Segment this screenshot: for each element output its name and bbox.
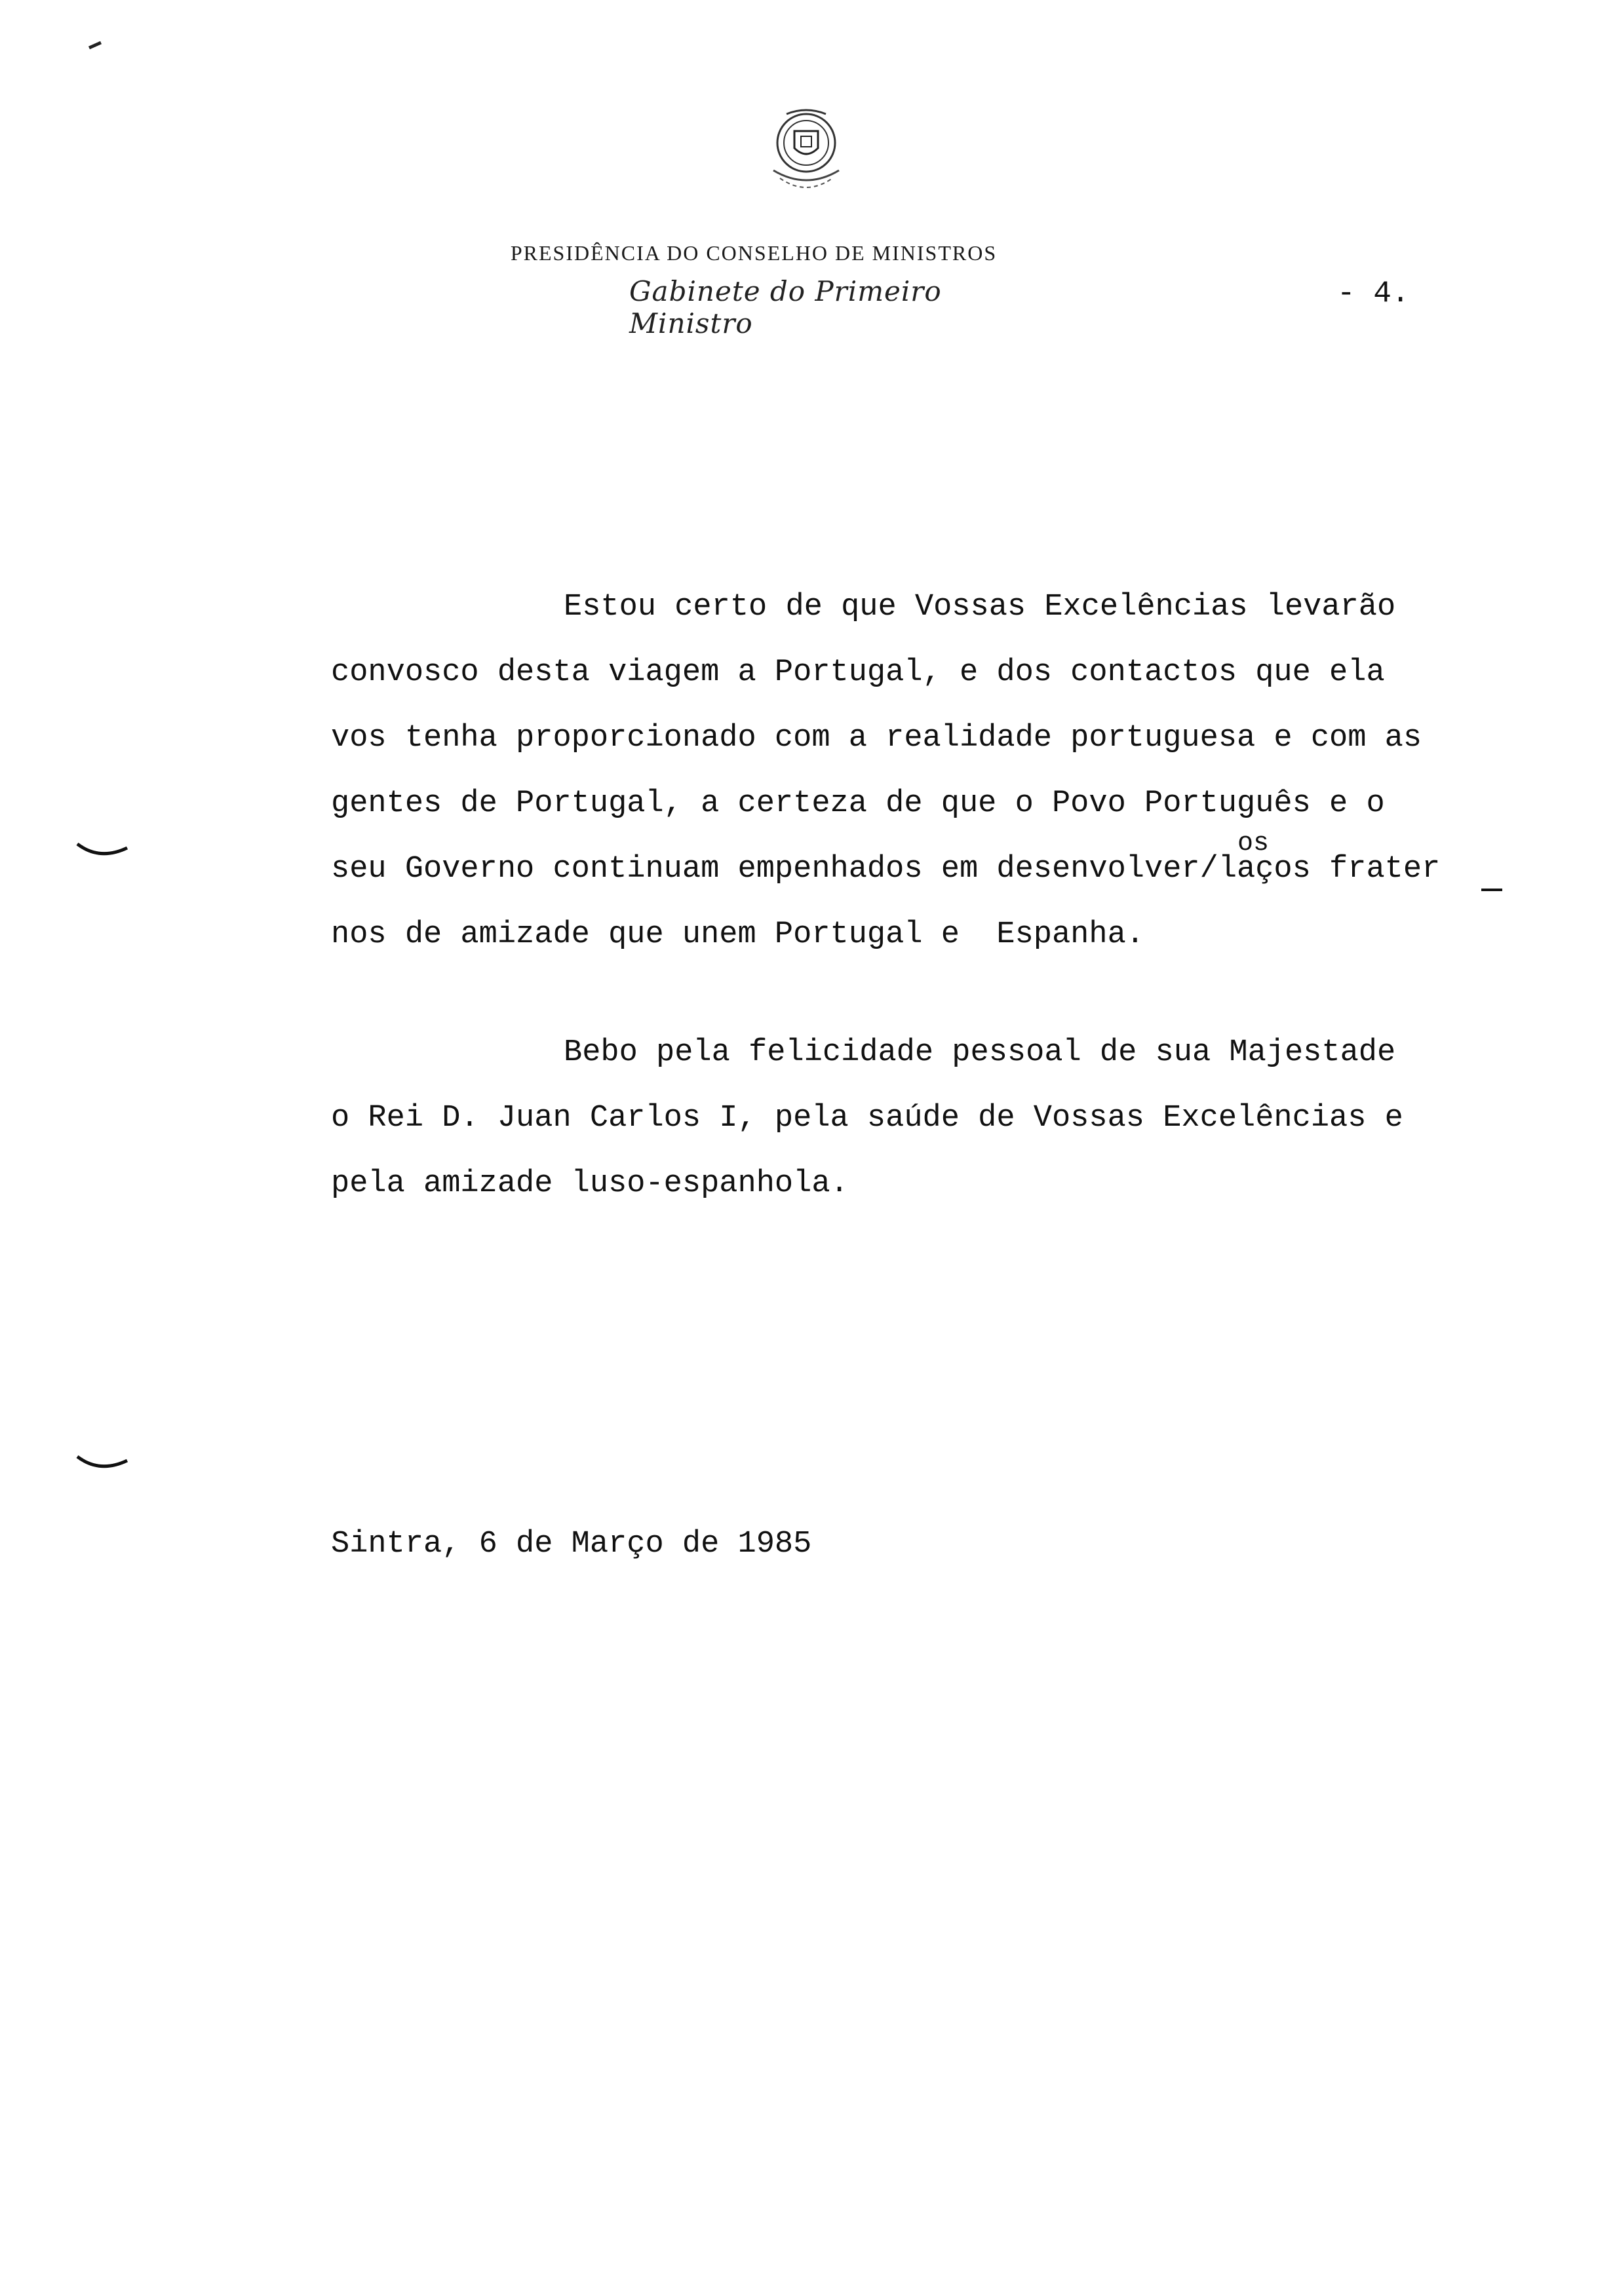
- paragraph1-line2: convosco desta viagem a Portugal, e dos contactos que ela: [331, 655, 1385, 690]
- paragraph1-line1: Estou certo de que Vossas Excelências levarão: [564, 590, 1396, 624]
- handwritten-insertion: os: [1237, 829, 1270, 858]
- paragraph1-line3: vos tenha proporcionado com a realidade portuguesa e com as: [331, 721, 1422, 756]
- paragraph1-line5: seu Governo continuam empenhados em desenvolver/laços frater: [331, 852, 1441, 887]
- coat-of-arms-icon: [754, 105, 859, 203]
- letter-underline: [1481, 889, 1502, 891]
- punch-hole-mark-top: [73, 839, 132, 865]
- institution-heading: PRESIDÊNCIA DO CONSELHO DE MINISTROS: [510, 241, 998, 265]
- punch-hole-mark-bottom: [73, 1451, 132, 1478]
- office-subheading: Gabinete do Primeiro Ministro: [629, 275, 942, 339]
- paragraph1-line6: nos de amizade que unem Portugal e Espanha.: [331, 917, 1145, 952]
- dateline: Sintra, 6 de Março de 1985: [331, 1527, 812, 1561]
- paragraph2-line2: o Rei D. Juan Carlos I, pela saúde de Vossas Excelências e: [331, 1101, 1403, 1136]
- paragraph1-line4: gentes de Portugal, a certeza de que o Povo Português e o: [331, 786, 1385, 821]
- paragraph2-line1: Bebo pela felicidade pessoal de sua Majestade: [564, 1035, 1396, 1070]
- paragraph2-line3: pela amizade luso-espanhola.: [331, 1166, 849, 1201]
- corner-mark: [85, 36, 111, 56]
- page-number: - 4.: [1337, 277, 1410, 311]
